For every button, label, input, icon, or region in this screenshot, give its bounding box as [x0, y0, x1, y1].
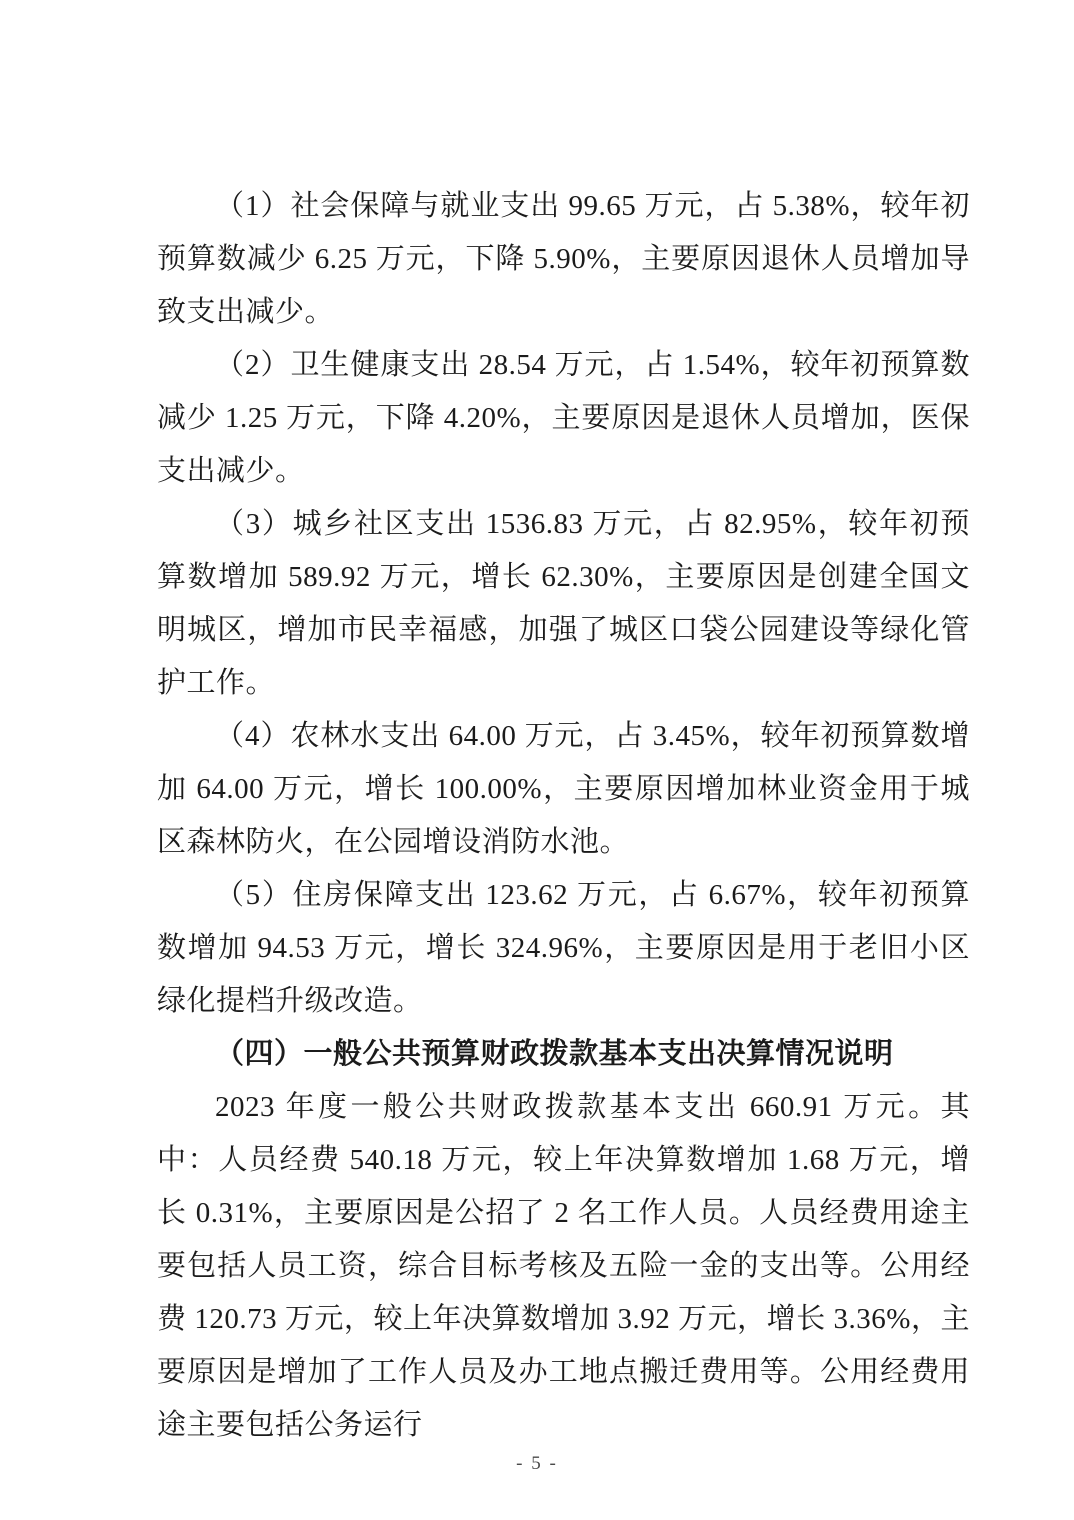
section-heading-basic-expenditure: （四）一般公共预算财政拨款基本支出决算情况说明 — [215, 1038, 894, 1070]
page-number: - 5 - — [516, 1453, 558, 1474]
paragraph-agriculture-forestry-water-expenditure: （4）农林水支出 64.00 万元，占 3.45%，较年初预算数增加 64.00 万元，增长 100.00%，主要原因增加林业资金用于城区森林防火，在公园增设消防水池。 — [157, 720, 970, 858]
paragraph-housing-security-expenditure: （5）住房保障支出 123.62 万元，占 6.67%，较年初预算数增加 94.53 万元，增长 324.96%，主要原因是用于老旧小区绿化提档升级改造。 — [157, 879, 970, 1017]
paragraph-urban-rural-community-expenditure: （3）城乡社区支出 1536.83 万元，占 82.95%，较年初预算数增加 589.92 万元，增长 62.30%，主要原因是创建全国文明城区，增加市民幸福感，加强了城区口袋公园建设等绿化管护工作。 — [157, 508, 970, 699]
paragraph-basic-expenditure-detail: 2023 年度一般公共财政拨款基本支出 660.91 万元。其中：人员经费 540.18 万元，较上年决算数增加 1.68 万元，增长 0.31%，主要原因是公招了 2 名工作人员。人员经费用途主要包括人员工资，综合目标考核及五险一金的支出等。公用经费 120.73 万元，较上年决算数增加 3.92 万元，增长 3.36%，主要原因是增加了工作人员及办工地点搬迁费用等。公用经费用途主要包括公务运行 — [157, 1091, 970, 1441]
document-body — [157, 180, 970, 1452]
paragraph-social-security-expenditure: （1）社会保障与就业支出 99.65 万元，占 5.38%，较年初预算数减少 6.25 万元，下降 5.90%，主要原因退休人员增加导致支出减少。 — [157, 190, 970, 328]
paragraph-health-expenditure: （2）卫生健康支出 28.54 万元，占 1.54%，较年初预算数减少 1.25 万元，下降 4.20%，主要原因是退休人员增加，医保支出减少。 — [157, 349, 970, 487]
